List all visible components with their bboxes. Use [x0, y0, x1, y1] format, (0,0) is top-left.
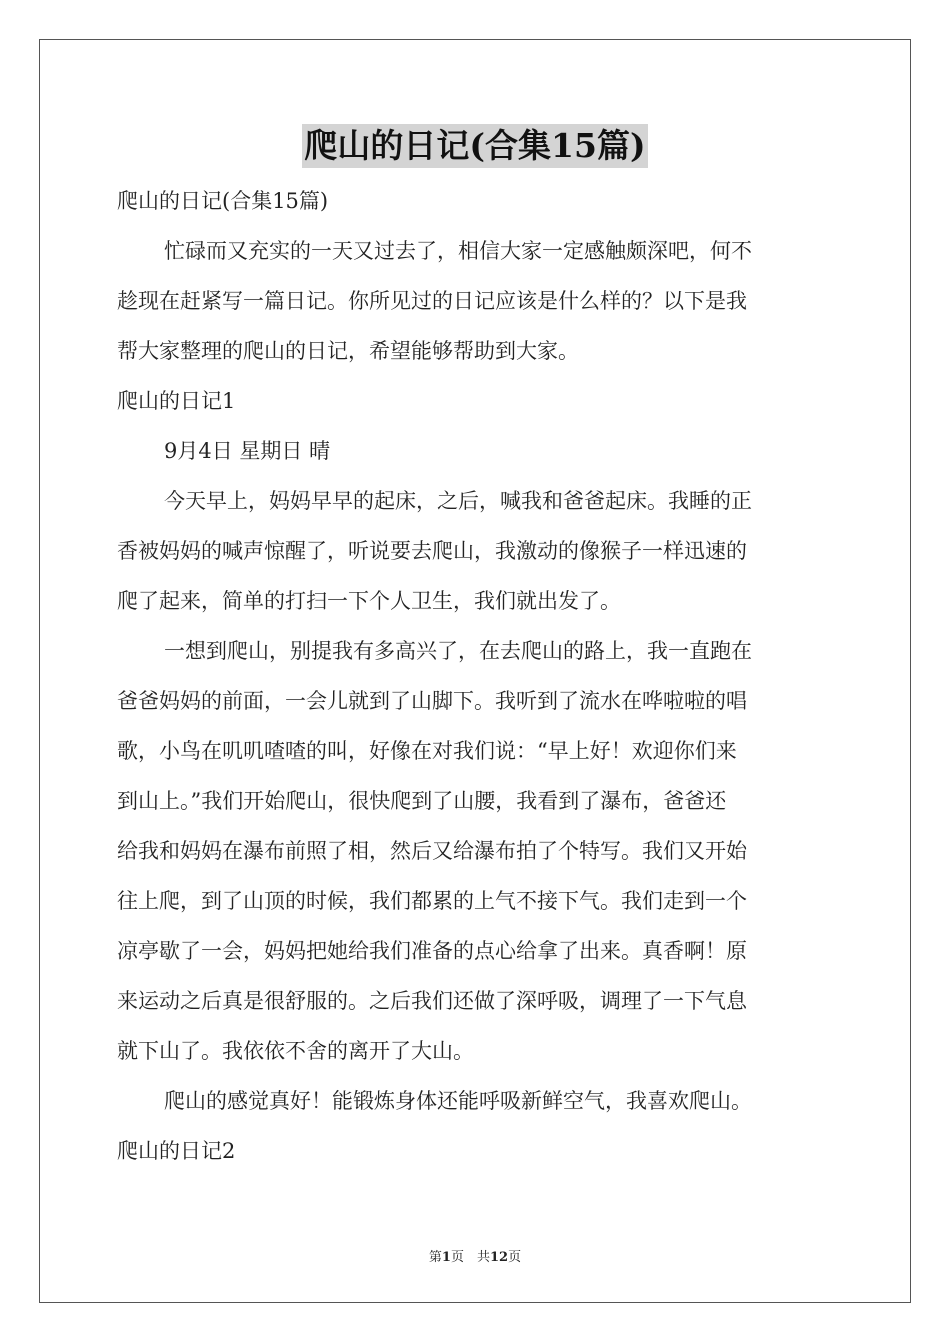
intro-line: 帮大家整理的爬山的日记，希望能够帮助到大家。: [117, 339, 579, 363]
subtitle: 爬山的日记(合集15篇): [117, 189, 329, 213]
footer-prefix: 第: [428, 1250, 442, 1265]
footer-page-number: 1: [441, 1250, 451, 1265]
footer-suffix: 页: [508, 1250, 522, 1265]
paragraph-line: 今天早上，妈妈早早的起床，之后，喊我和爸爸起床。我睡的正: [164, 489, 752, 513]
paragraph-line: 往上爬，到了山顶的时候，我们都累的上气不接下气。我们走到一个: [117, 889, 747, 913]
page-footer: [0, 1246, 950, 1265]
paragraph-line: 给我和妈妈在瀑布前照了相，然后又给瀑布拍了个特写。我们又开始: [117, 839, 747, 863]
paragraph-line: 来运动之后真是很舒服的。之后我们还做了深呼吸，调理了一下气息: [117, 989, 747, 1013]
section-heading: 爬山的日记1: [117, 389, 236, 413]
paragraph-line: 爬山的感觉真好！能锻炼身体还能呼吸新鲜空气，我喜欢爬山。: [164, 1089, 752, 1113]
date-line: 9月4日 星期日 晴: [164, 439, 331, 463]
intro-line: 忙碌而又充实的一天又过去了，相信大家一定感触颇深吧，何不: [164, 239, 752, 263]
paragraph-line: 到山上。”我们开始爬山，很快爬到了山腰，我看到了瀑布，爸爸还: [117, 789, 727, 813]
footer-total-pages: 12: [489, 1250, 509, 1265]
paragraph-line: 爸爸妈妈的前面，一会儿就到了山脚下。我听到了流水在哗啦啦的唱: [117, 689, 747, 713]
paragraph-line: 歌，小鸟在叽叽喳喳的叫，好像在对我们说：“早上好！欢迎你们来: [117, 739, 737, 763]
paragraph-line: 一想到爬山，别提我有多高兴了，在去爬山的路上，我一直跑在: [164, 639, 752, 663]
paragraph-line: 爬了起来，简单的打扫一下个人卫生，我们就出发了。: [117, 589, 621, 613]
paragraph-line: 就下山了。我依依不舍的离开了大山。: [117, 1039, 474, 1063]
paragraph-line: 凉亭歇了一会，妈妈把她给我们准备的点心给拿了出来。真香啊！原: [117, 939, 747, 963]
document-body: [117, 176, 835, 1176]
footer-mid: 页 共: [450, 1250, 490, 1265]
document-title: 爬山的日记(合集15篇): [302, 124, 647, 168]
paragraph-line: 香被妈妈的喊声惊醒了，听说要去爬山，我激动的像猴子一样迅速的: [117, 539, 747, 563]
intro-line: 趁现在赶紧写一篇日记。你所见过的日记应该是什么样的？以下是我: [117, 289, 747, 313]
title-area: [0, 124, 950, 168]
section-heading: 爬山的日记2: [117, 1139, 236, 1163]
